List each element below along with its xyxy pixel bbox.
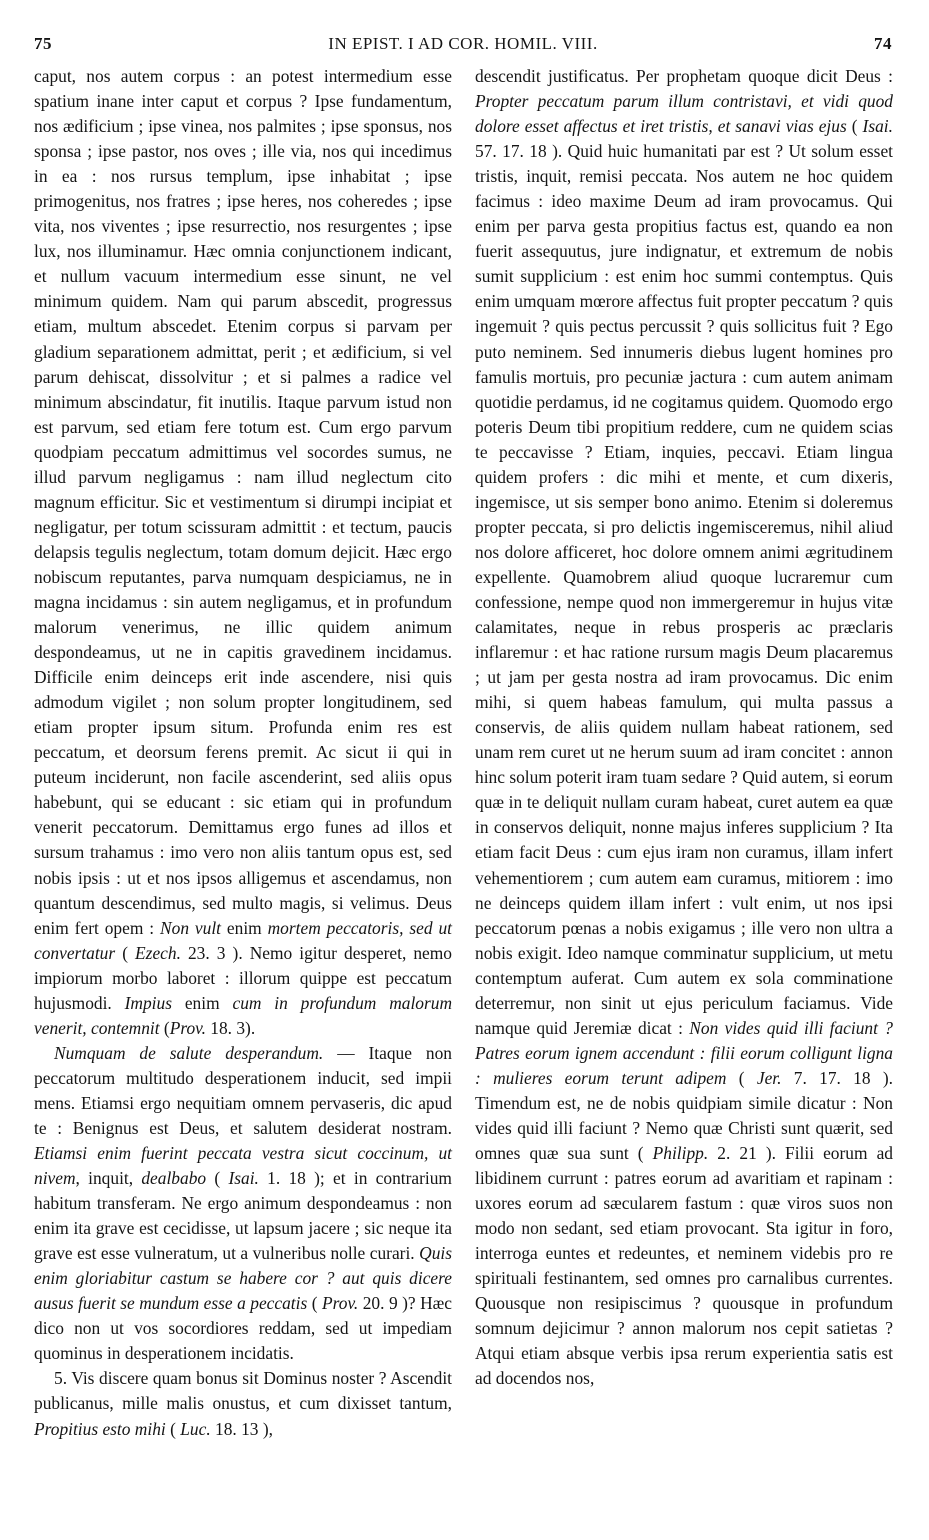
page-number-left: 75 [34, 34, 52, 53]
italic-run: Philipp. [652, 1143, 709, 1164]
text-run: ( [165, 1418, 181, 1439]
italic-run: Non vides quid illi faciunt ? Patres eorum ignem accendunt : filii eorum colligunt ligna : mulieres eorum terunt adipem [475, 1017, 893, 1088]
text-run: 23. 3 ). Nemo igitur desperet, nemo impiorum morbo laboret : illorum quippe est peccatum hujusmodi. [34, 942, 452, 1013]
text-run: 1. 18 ); et in contrarium habitum transferam. Ne ergo animum despondeamus : non enim ita grave est cecidisse, ut lapsum jacere ; sic neque ita grave est esse vulneratum, ut a vulneribus nolle curari. [34, 1168, 452, 1264]
text-run: , inquit, [75, 1168, 142, 1189]
italic-run: Ezech. [135, 942, 181, 963]
text-run: 7. 17. 18 ). Timendum est, ne de nobis quidpiam simile dicatur : Non vides quid illi faciunt ? Nemo quæ Christi sunt quærit, sed omnes quæ sua sunt ( [475, 1067, 893, 1164]
text-run: ( [159, 1017, 170, 1038]
text-run: 18. 13 ), [210, 1418, 273, 1439]
text-run: caput, nos autem corpus : an potest intermedium esse spatium inane inter caput et corpus ? Ipse fundamentum, nos ædificium ; ipse vinea, nos palmites ; ipse sponsus, nos sponsa ; ipse pastor, nos oves ; ille via, nos qui incedimus in ea : nos rursus templum, ipse inhabitat ; ipse primogenitus, nos fratres ; ipse heres, nos coheredes ; ipse vita, nos viventes ; ipse resurrectio, nos resurgentes ; ipse lux, nos illuminamur. Hæc omnia conjunctionem indicant, et nullum vacuum intermedium esse sinunt, ne vel minimum quidem. Nam qui parum abscedit, progressus etiam, multum abscedet. Etenim corpus si parvam per gladium separationem admittat, perit ; et ædificium, si vel parum dehiscat, dissolvitur ; et si palmes a radice vel minimum abscindatur, fit inutilis. Itaque parvum istud non est parvum, sed etiam fere totum est. Cum ergo parvum quodpiam peccatum admittimus vel socordes sumus, ne illud parvum negligamus : nam illud neglectum cito magnum efficitur. Sic et vestimentum si dirumpi incipiat et negligatur, per totum scissuram admittit : et tectum, paucis delapsis tegulis neglectum, totam domum dejicit. Hæc ergo nobiscum reputantes, parva numquam despiciamus, ne in magna incidamus : sin autem negligamus, et in profundum malorum venerimus, ne illic quidem animum despondeamus, ut ne in capitis gravedinem incidamus. Difficile enim deinceps erit inde ascendere, nisi quis admodum vigilet ; non solum propter longitudinem, sed etiam propter ipsum situm. Profunda enim res est peccatum, et deorsum ferens premit. Ac sicut ii qui in puteum inciderunt, non facile ascenderint, sed aliis opus habebunt, qui se educant : sic etiam qui in profundum venerit peccatorum. Demittamus ergo funes ad illos et sursum trahamus : imo vero non aliis tantum opus est, sed nobis ipsis : ut et nos ipsos alligemus et ascendamus, non quantum descendimus, sed multo magis, si velimus. Deus enim fert opem : [34, 66, 452, 938]
italic-run: cum in profundum malorum venerit, contemnit [34, 992, 453, 1038]
paragraph [34, 1041, 452, 1367]
paragraph [475, 64, 893, 1391]
italic-run: Luc. [180, 1418, 211, 1439]
italic-run: Propter peccatum parum illum contristavi, et vidi quod dolore esset affectus et iret tristis, et sanavi vias ejus [475, 91, 893, 137]
text-run: 5. Vis discere quam bonus sit Dominus noster ? Ascendit publicanus, mille malis onustus, et cum dixisset tantum, [34, 1368, 452, 1414]
italic-run: Prov. [322, 1293, 359, 1314]
right-column [475, 64, 893, 1391]
text-run: ( [307, 1293, 323, 1314]
paragraph [34, 64, 452, 1041]
text-run: descendit justificatus. Per prophetam quoque dicit Deus : [475, 66, 893, 86]
italic-run: Numquam de salute desperandum. [54, 1042, 324, 1063]
text-run: ( [115, 942, 136, 963]
text-run: enim [221, 917, 268, 938]
text-run: ( [846, 116, 863, 137]
italic-run: Propitius esto mihi [34, 1418, 166, 1439]
italic-run: Isai. [862, 116, 893, 137]
italic-run: Etiamsi enim fuerint peccata vestra sicut coccinum, ut nivem [34, 1143, 452, 1189]
text-run: 2. 21 ). Filii eorum ad libidinem currunt : patres eorum ad avaritiam et rapinam : uxores eorum ad sæcularem fastum : quæ viros suos non modo non sedant, sed etiam provocant. Sta igitur in foro, interroga euntes et redeuntes, et neminem videbis pro re spirituali festinantem, sed omnes pro carnalibus currentes. Quousque non resipiscimus ? quousque in profundum somnum dejicimur ? annon malorum nos cepit satietas ? Atqui etiam absque verbis ipsa rerum experientia satis est ad docendos nos, [475, 1143, 893, 1389]
italic-run: Prov. [169, 1017, 206, 1038]
text-run: 20. 9 )? Hæc dico non ut vos socordiores reddam, sed ut impediam quominus in desperationem incidatis. [34, 1293, 452, 1364]
running-title: IN EPIST. I AD COR. HOMIL. VIII. [328, 34, 598, 53]
text-run: enim [171, 992, 233, 1013]
text-run: — Itaque non peccatorum multitudo desperationem inducit, sed impii mens. Etiamsi ergo nequitiam omnem pervaseris, dic apud te : Benignus est Deus, et salutem desiderat nostram. [34, 1042, 452, 1138]
italic-run: Quis enim gloriabitur castum se habere cor ? aut quis dicere ausus fuerit se mundum esse a peccatis [34, 1243, 452, 1314]
text-run: ( [206, 1168, 229, 1189]
running-head [34, 34, 892, 56]
text-run: 57. 17. 18 ). Quid huic humanitati par est ? Ut solum esset tristis, inquit, remisi peccata. Nos autem ne hoc quidem facimus : ideo maxime Deum ad iram provocamus. Qui enim per parva gesta propitius factus est, quando ea non fuerit assequutus, jure indignatur, et extremum de nobis sumit supplicium : est enim hoc summi contemptus. Quis enim umquam mœrore affectus fuit propter peccatum ? quis ingemuit ? quis pectus percussit ? quis sollicitus fuit ? Ego puto neminem. Sed innumeris diebus lugent homines pro famulis mortuis, pro pecuniæ jactura : cum autem animam quotidie perdamus, id ne cogitamus quidem. Quomodo ergo poteris Deum tibi propitium reddere, cum ne quidem scias te peccavisse ? Etiam, inquies, peccavi. Etiam lingua quidem profers : dic mihi et mente, et cum dixeris, ingemisce, ut sis semper bono animo. Etenim si doleremus propter peccata, si pro delictis ingemisceremus, nihil aliud nos dolore afficeret, hoc dolore omnem animi ægritudinem expellente. Quamobrem aliud quoque lucraremur cum confessione, nempe quod non immergeremur in hujus vitæ calamitates, neque in rebus prosperis ac præclaris inflaremur : et hac ratione rursum magis Deum placaremus ; ut jam per gesta nostra ad iram provocamus. Dic enim mihi, si quem habeas famulum, qui multa passus a conservis, de aliis quidem nullam habeat rationem, sed unam rem curet ut ne herum suum ad iram concitet : annon hinc solum poterit iram tuam sedare ? Quid autem, si eorum quæ in te deliquit nullam curam habeat, curet autem ea quæ in conservos deliquit, nonne majus inferes supplicium ? Ita etiam facit Deus : cum ejus iram non curamus, illam infert vehementiorem ; cum autem eam curamus, mitiorem : imo ne deinceps quidem illam infert : vult enim, ut nos ipsi peccatorum pœnas a nobis exigamus ; ille vero non ultra a nobis exigit. Ideo namque comminatur supplicium, ut metu contemptum auferat. Cum autem ex sola comminatione deterremur, non sinit ut ejus periculum faciamus. Vide namque quid Jeremiæ dicat : [475, 141, 893, 1038]
italic-run: mortem peccatoris, sed ut convertatur [34, 917, 452, 963]
italic-run: Non vult [160, 917, 222, 938]
text-run: ( [726, 1067, 757, 1088]
italic-run: Impius [124, 992, 172, 1013]
paragraph [34, 1366, 452, 1441]
page-number-right: 74 [874, 34, 892, 53]
text-run: 18. 3). [205, 1017, 256, 1038]
left-column [34, 64, 452, 1442]
italic-run: dealbabo [141, 1168, 207, 1189]
italic-run: Isai. [228, 1168, 259, 1189]
italic-run: Jer. [756, 1067, 782, 1088]
